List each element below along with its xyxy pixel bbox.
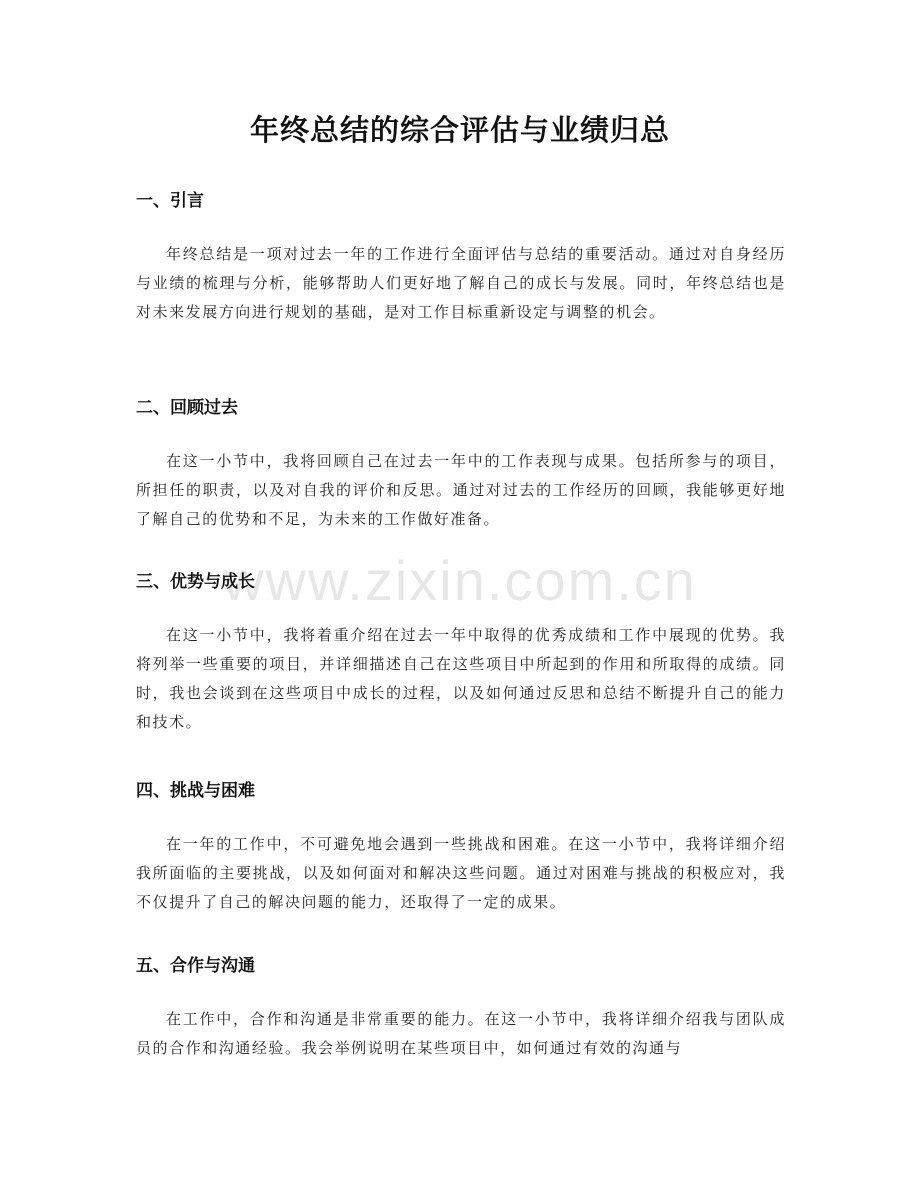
section-heading: 二、回顾过去 [136,398,238,418]
section-heading: 五、合作与沟通 [136,956,255,976]
section-body: 在这一小节中，我将回顾自己在过去一年中的工作表现与成果。包括所参与的项目，所担任的职责，以及对自我的评价和反思。通过对过去的工作经历的回顾，我能够更好地了解自己的优势和不足，为未来的工作做好准备。 [136,452,786,528]
watermark: www.zixin.com.cn [223,549,697,612]
section-introduction [136,189,786,327]
section-cooperation [136,954,786,1063]
section-challenges [136,779,786,917]
section-heading: 三、优势与成长 [136,572,255,592]
section-heading: 一、引言 [136,191,204,211]
section-body: 在一年的工作中，不可避免地会遇到一些挑战和困难。在这一小节中，我将详细介绍我所面临的主要挑战，以及如何面对和解决这些问题。通过对困难与挑战的积极应对，我不仅提升了自己的解决问题的能力，还取得了一定的成果。 [136,835,786,911]
section-heading: 四、挑战与困难 [136,781,255,801]
section-body: 在这一小节中，我将着重介绍在过去一年中取得的优秀成绩和工作中展现的优势。我将列举一些重要的项目，并详细描述自己在这些项目中所起到的作用和所取得的成绩。同时，我也会谈到在这些项目中成长的过程，以及如何通过反思和总结不断提升自己的能力和技术。 [136,626,786,731]
section-review-past [136,396,786,534]
section-body: 年终总结是一项对过去一年的工作进行全面评估与总结的重要活动。通过对自身经历与业绩的梳理与分析，能够帮助人们更好地了解自己的成长与发展。同时，年终总结也是对未来发展方向进行规划的基础，是对工作目标重新设定与调整的机会。 [136,245,786,321]
section-strengths-growth [136,570,786,737]
section-body: 在工作中，合作和沟通是非常重要的能力。在这一小节中，我将详细介绍我与团队成员的合作和沟通经验。我会举例说明在某些项目中，如何通过有效的沟通与 [136,1010,786,1057]
document-title: 年终总结的综合评估与业绩归总 [249,113,670,147]
